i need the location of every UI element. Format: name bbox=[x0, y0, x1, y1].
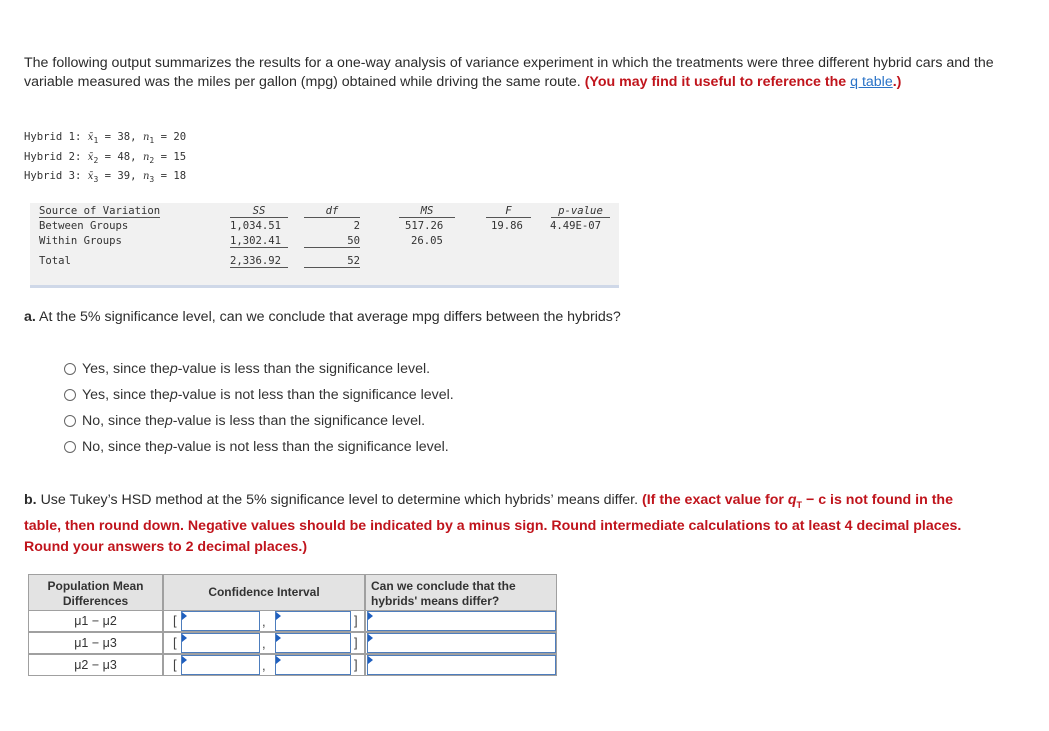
between-f: 19.86 bbox=[491, 220, 523, 232]
within-ss: 1,302.41 bbox=[230, 235, 288, 248]
conclusion-select[interactable] bbox=[367, 633, 556, 653]
between-ms: 517.26 bbox=[405, 220, 444, 232]
ci-upper-input[interactable] bbox=[275, 633, 351, 653]
conclusion-cell bbox=[365, 654, 557, 676]
reference-note: (You may find it useful to reference the q table.) bbox=[584, 73, 902, 90]
radio-icon[interactable] bbox=[64, 441, 76, 453]
ci-lower-input[interactable] bbox=[181, 655, 260, 675]
conclusion-select[interactable] bbox=[367, 611, 556, 631]
ci-cell: [ , ] bbox=[163, 632, 365, 654]
question-b: b. Use Tukey’s HSD method at the 5% significance level to determine which hybrids’ means differ. (If the exact value for $q_T - c$ is not found in the table, then round down. Negative values should be indicated by a minus sign. Round intermediate calculations to at least 4 decimal places. Round your answers to 2 decimal places.) bbox=[24, 492, 962, 555]
option-a4[interactable]: No, since the p -value is not less than the significance level. bbox=[64, 439, 449, 455]
row-label-mu2-mu3: μ2 − μ3 bbox=[28, 654, 163, 676]
problem-intro bbox=[24, 54, 1014, 91]
header-source: Source of Variation bbox=[39, 205, 161, 217]
between-label: Between Groups bbox=[39, 220, 129, 232]
question-a: a. At the 5% significance level, can we conclude that average mpg differs between the hybrids? bbox=[24, 309, 621, 325]
flag-icon bbox=[276, 656, 281, 664]
anova-table bbox=[30, 203, 619, 288]
row-label-mu1-mu3: μ1 − μ3 bbox=[28, 632, 163, 654]
flag-icon bbox=[182, 656, 187, 664]
radio-icon[interactable] bbox=[64, 363, 76, 375]
q-table-link[interactable]: q table bbox=[850, 73, 893, 90]
flag-icon bbox=[276, 612, 281, 620]
header-p-value: p-value bbox=[551, 205, 610, 218]
header-df: df bbox=[304, 205, 360, 218]
flag-icon bbox=[368, 634, 373, 642]
row-label-mu1-mu2: μ1 − μ2 bbox=[28, 610, 163, 632]
hybrid-summary-3: Hybrid 3: $x̄_3 = 39$, $n_3 = 18$ bbox=[24, 170, 187, 184]
flag-icon bbox=[368, 656, 373, 664]
flag-icon bbox=[182, 634, 187, 642]
option-a3[interactable]: No, since the p -value is less than the significance level. bbox=[64, 413, 425, 429]
between-p-value: 4.49E-07 bbox=[550, 220, 602, 232]
header-f: F bbox=[486, 205, 531, 218]
question-b-instructions: (If the exact value for $q_T - c$ is not found in the table, then round down. Negative values should be indicated by a minus sign. Round intermediate calculations to at least 4 decimal places. Round your answers to 2 decimal places.) bbox=[24, 492, 962, 555]
intro-text: The following output summarizes the results for a one-way analysis of variance experiment in which the treatments were three different hybrid cars and the variable measured was the miles per gallon (mpg) obtained while driving the same route. bbox=[24, 55, 994, 90]
between-ss: 1,034.51 bbox=[230, 220, 282, 232]
between-df: 2 bbox=[353, 220, 360, 232]
conclusion-cell bbox=[365, 632, 557, 654]
hybrid-summary-1: Hybrid 1: $x̄_1 = 38$, $n_1 = 20$ bbox=[24, 131, 187, 145]
ci-cell: [ , ] bbox=[163, 654, 365, 676]
total-label: Total bbox=[39, 255, 71, 267]
header-ss: SS bbox=[230, 205, 288, 218]
ci-upper-input[interactable] bbox=[275, 611, 351, 631]
radio-icon[interactable] bbox=[64, 389, 76, 401]
hybrid-summary-2: Hybrid 2: $x̄_2 = 48$, $n_2 = 15$ bbox=[24, 151, 187, 165]
within-df: 50 bbox=[304, 235, 360, 248]
total-df: 52 bbox=[304, 255, 360, 268]
conclusion-select[interactable] bbox=[367, 655, 556, 675]
header-ms: MS bbox=[399, 205, 455, 218]
within-ms: 26.05 bbox=[411, 235, 443, 247]
ci-lower-input[interactable] bbox=[181, 633, 260, 653]
option-a2[interactable]: Yes, since the p -value is not less than the significance level. bbox=[64, 387, 454, 403]
conclusion-cell bbox=[365, 610, 557, 632]
tukey-table bbox=[28, 574, 557, 679]
total-ss: 2,336.92 bbox=[230, 255, 288, 268]
col-header-conclusion: Can we conclude that the hybrids' means differ? bbox=[365, 574, 557, 611]
option-a1[interactable]: Yes, since the p -value is less than the significance level. bbox=[64, 361, 430, 377]
within-label: Within Groups bbox=[39, 235, 122, 247]
col-header-differences: Population Mean Differences bbox=[28, 574, 163, 611]
flag-icon bbox=[276, 634, 281, 642]
flag-icon bbox=[368, 612, 373, 620]
ci-upper-input[interactable] bbox=[275, 655, 351, 675]
ci-lower-input[interactable] bbox=[181, 611, 260, 631]
col-header-interval: Confidence Interval bbox=[163, 574, 365, 611]
ci-cell: [ , ] bbox=[163, 610, 365, 632]
flag-icon bbox=[182, 612, 187, 620]
radio-icon[interactable] bbox=[64, 415, 76, 427]
